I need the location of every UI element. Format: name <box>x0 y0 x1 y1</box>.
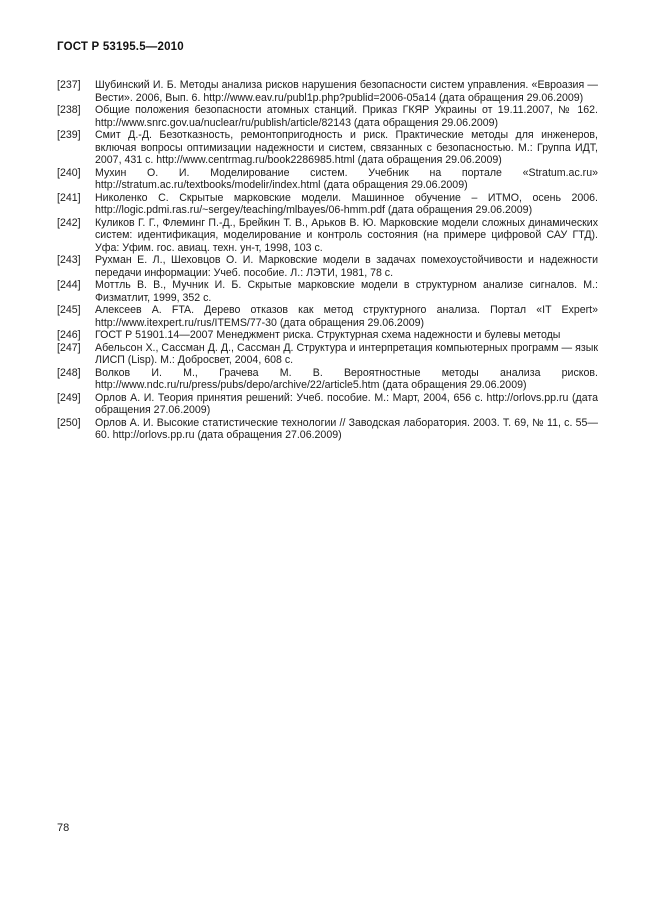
reference-entry <box>57 279 598 304</box>
reference-entry <box>57 367 598 392</box>
reference-number: [243] <box>57 254 81 266</box>
reference-text: Мухин О. И. Моделирование систем. Учебник на портале «Stratum.ac.ru» http://stratum.ac.ru/textbooks/modelir/index.html (дата обращения 29.06.2009) <box>95 166 598 191</box>
bibliography-list <box>57 79 598 442</box>
reference-entry <box>57 79 598 104</box>
reference-entry <box>57 304 598 329</box>
reference-text: Николенко С. Скрытые марковские модели. Машинное обучение – ИТМО, осень 2006. http://logic.pdmi.ras.ru/~sergey/teaching/mlbayes/06-hmm.pdf (дата обращения 29.06.2009) <box>95 191 598 216</box>
reference-text: Рухман Е. Л., Шеховцов О. И. Марковские модели в задачах помехоустойчивости и надежности передачи информации: Учеб. пособие. Л.: ЛЭТИ, 1981, 78 с. <box>95 254 598 279</box>
reference-entry <box>57 104 598 129</box>
reference-number: [242] <box>57 216 81 229</box>
reference-number: [241] <box>57 191 81 204</box>
reference-entry <box>57 254 598 279</box>
reference-entry <box>57 342 598 367</box>
reference-text: Общие положения безопасности атомных станций. Приказ ГКЯР Украины от 19.11.2007, № 162. http://www.snrc.gov.ua/nuclear/ru/publish/article/82143 (дата обращения 29.06.2009) <box>95 104 598 129</box>
document-header-title: ГОСТ Р 53195.5—2010 <box>57 41 184 53</box>
reference-entry <box>57 392 598 417</box>
reference-number: [239] <box>57 129 81 141</box>
reference-entry <box>57 217 598 255</box>
reference-text: Орлов А. И. Высокие статистические технологии // Заводская лаборатория. 2003. Т. 69, № 11, с. 55—60. http://orlovs.pp.ru (дата обращения 27.06.2009) <box>95 416 598 441</box>
reference-number: [237] <box>57 79 81 91</box>
reference-text: Абельсон Х., Сассман Д. Д., Сассман Д. Структура и интерпретация компьютерных программ — язык ЛИСП (Lisp). М.: Добросвет, 2004, 608 с. <box>95 341 598 366</box>
reference-text: Смит Д.-Д. Безотказность, ремонтопригодность и риск. Практические методы для инженеров, включая вопросы оптимизации надежности и систем, связанных с безопасностью. М.: Группа ИДТ, 2007, 431 с. http://www.centrmag.ru/book2286985.html (дата обращения 29.06.2009) <box>95 129 598 166</box>
reference-number: [249] <box>57 391 81 404</box>
reference-entry <box>57 167 598 192</box>
reference-entry <box>57 129 598 167</box>
reference-entry <box>57 329 598 342</box>
reference-text: Орлов А. И. Теория принятия решений: Учеб. пособие. М.: Март, 2004, 656 с. http://orlovs.pp.ru (дата обращения 27.06.2009) <box>95 391 598 416</box>
reference-number: [248] <box>57 366 81 379</box>
reference-number: [238] <box>57 104 81 116</box>
reference-entry <box>57 192 598 217</box>
reference-number: [246] <box>57 329 81 341</box>
reference-number: [240] <box>57 166 81 179</box>
page-number: 78 <box>57 822 70 834</box>
reference-number: [250] <box>57 416 81 429</box>
reference-text: ГОСТ Р 51901.14—2007 Менеджмент риска. Структурная схема надежности и булевы методы <box>95 329 561 341</box>
reference-text: Волков И. М., Грачева М. В. Вероятностные методы анализа рисков. http://www.ndc.ru/ru/press/pubs/depo/archive/22/article5.htm (дата обращения 29.06.2009) <box>95 366 598 391</box>
reference-number: [247] <box>57 341 81 354</box>
reference-number: [244] <box>57 279 81 291</box>
reference-entry <box>57 417 598 442</box>
reference-text: Куликов Г. Г., Флеминг П.-Д., Брейкин Т. В., Арьков В. Ю. Марковские модели сложных динамических систем: идентификация, моделирование и контроль состояния (на примере цифровой САУ ГТД). Уфа: Уфим. гос. авиац. техн. ун-т, 1998, 103 с. <box>95 216 598 254</box>
reference-text: Моттль В. В., Мучник И. Б. Скрытые марковские модели в структурном анализе сигналов. М.: Физматлит, 1999, 352 с. <box>95 279 598 304</box>
reference-number: [245] <box>57 304 81 316</box>
reference-text: Алексеев А. FTA. Дерево отказов как метод структурного анализа. Портал «IT Expert» http://www.itexpert.ru/rus/ITEMS/77-30 (дата обращения 29.06.2009) <box>95 304 598 329</box>
reference-text: Шубинский И. Б. Методы анализа рисков нарушения безопасности систем управления. «Евроазия — Вести». 2006, Вып. 6. http://www.eav.ru/publ1p.php?publid=2006-05a14 (дата обращения 29.06.2009) <box>95 79 598 104</box>
